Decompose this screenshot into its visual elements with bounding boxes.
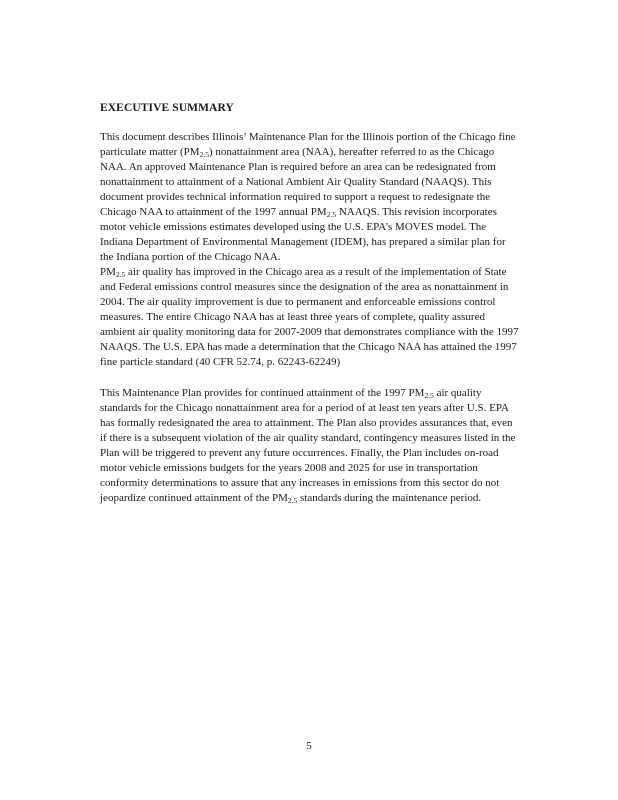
paragraph-air-quality bbox=[100, 265, 520, 370]
pm25-subscript: 2.5 bbox=[287, 496, 298, 505]
pm25-subscript: 2.5 bbox=[199, 150, 209, 159]
pm25-subscript: 2.5 bbox=[115, 270, 126, 279]
section-heading: EXECUTIVE SUMMARY bbox=[100, 102, 234, 114]
pm25-subscript: 2.5 bbox=[326, 210, 337, 219]
p2-text-0: PM bbox=[100, 266, 116, 278]
p1-text-3: NAAQS. This revision incorporates motor vehicle emissions estimates developed using the U.S. EPA’s MOVES model. The Indiana Department of Environmental Management (IDEM), has prepared a similar plan for the Indiana portion of the Chicago NAA. bbox=[100, 206, 506, 263]
p3-text-2: air quality standards for the Chicago nonattainment area for a period of at least ten years after U.S. EPA has formally redesignated the area to attainment. The Plan also provides assurances that, even if there is a subsequent violation of the air quality standard, contingency measures listed in the Plan will be triggered to prevent any future occurrences. Finally, the Plan includes on-road motor vehicle emissions budgets for the years 2008 and 2025 for use in transportation conformity determinations to assure that any increases in emissions from this sector do not jeopardize continued attainment of the PM bbox=[100, 387, 516, 504]
p1-text-1: This document describes Illinois’ Maintenance Plan for the Illinois portion of the Chicago fine particulate matter (PM bbox=[100, 131, 516, 158]
p1-text-2: ) nonattainment area (NAA), hereafter referred to as the Chicago NAA. An approved Maintenance Plan is required before an area can be redesignated from nonattainment to attainment of a National Ambient Air Quality Standard (NAAQS). This document provides technical information required to support a request to redesignate the Chicago NAA to attainment of the 1997 annual PM bbox=[100, 146, 496, 218]
paragraph-maintenance-plan bbox=[100, 386, 520, 506]
paragraph-introduction bbox=[100, 130, 520, 265]
p3-text-3: standards during the maintenance period. bbox=[297, 492, 482, 504]
pm25-subscript: 2.5 bbox=[424, 391, 434, 400]
p2-text-1: air quality has improved in the Chicago area as a result of the implementation of State and Federal emissions control measures since the designation of the area as nonattainment in 2004. The air quality improvement is due to permanent and enforceable emissions control measures. The entire Chicago NAA has at least three years of complete, quality assured ambient air quality monitoring data for 2007-2009 that demonstrates compliance with the 1997 NAAQS. The U.S. EPA has made a determination that the Chicago NAA has attained the 1997 fine particle standard (40 CFR 52.74, p. 62243-62249) bbox=[100, 266, 519, 368]
p3-text-1: This Maintenance Plan provides for continued attainment of the 1997 PM bbox=[100, 387, 425, 399]
page-number: 5 bbox=[306, 740, 312, 752]
